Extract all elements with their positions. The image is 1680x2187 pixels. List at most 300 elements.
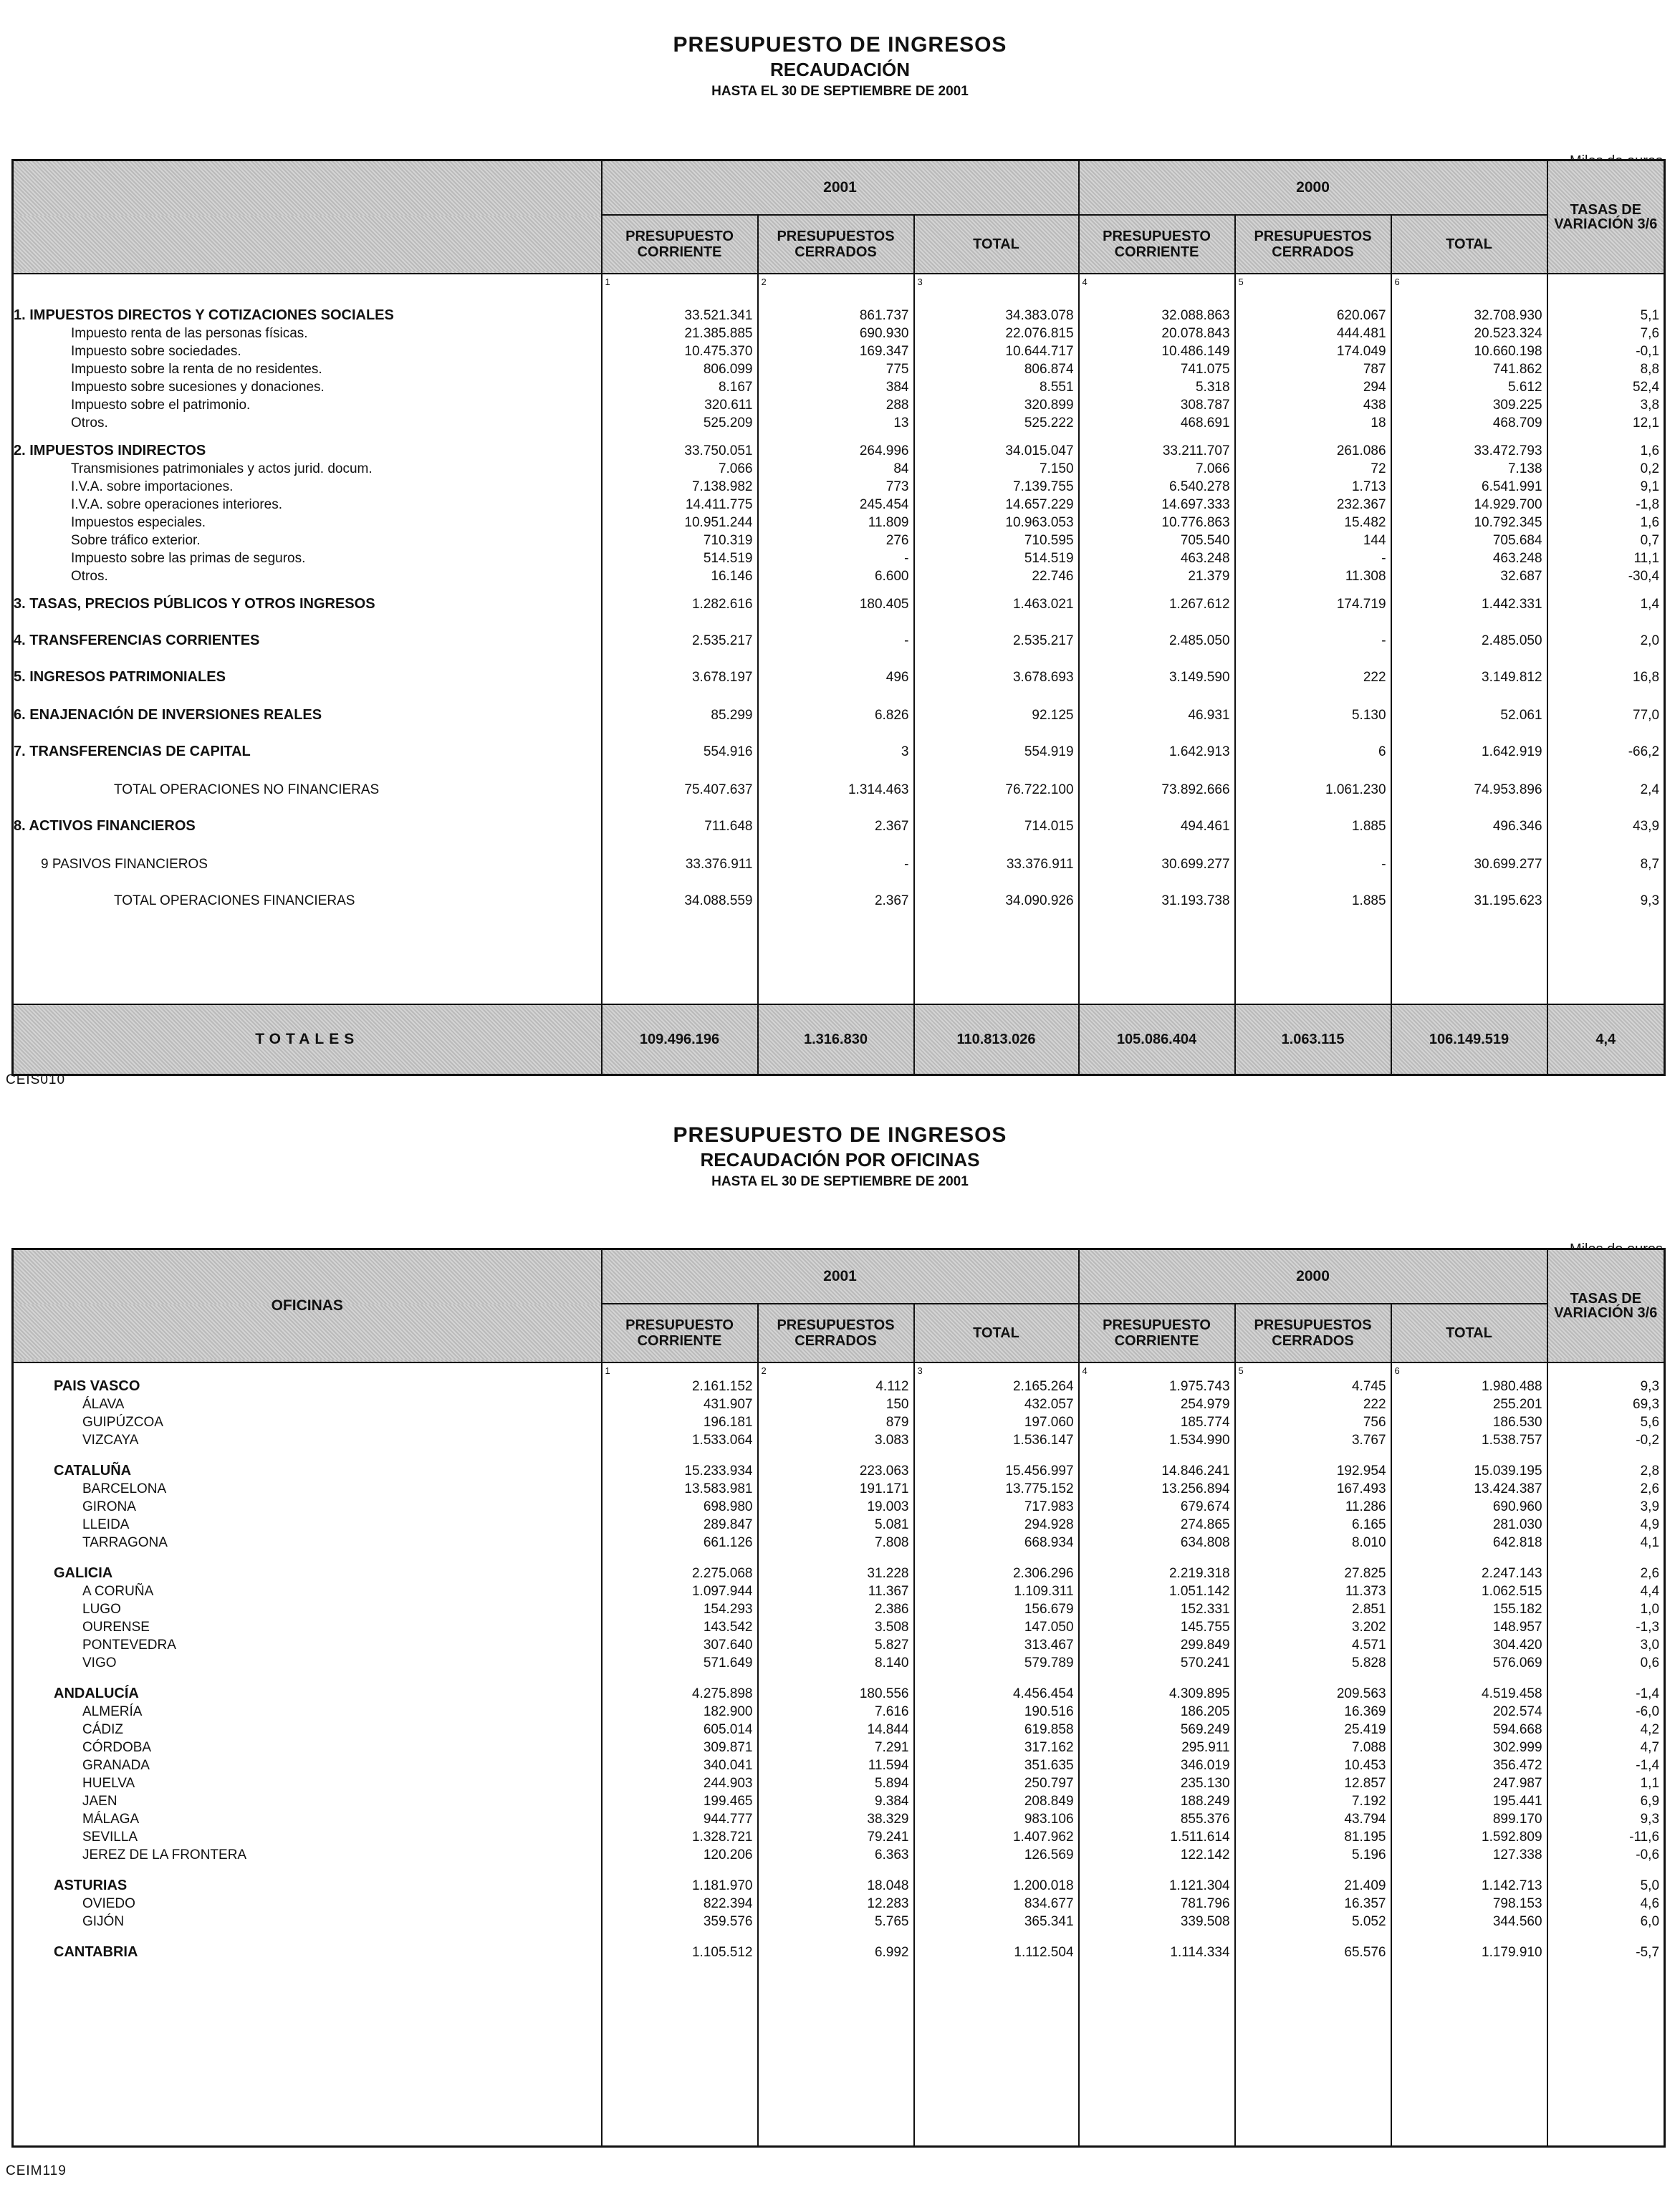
office-row-col6-value: 356.472 [1492, 1758, 1542, 1773]
revenue-row-col2-value: - [904, 551, 909, 566]
totals-col3: 110.813.026 [914, 1004, 1079, 1075]
revenue-row-col3-value: 2.535.217 [1012, 633, 1074, 648]
revenue-row-col4-value: 10.486.149 [1161, 344, 1230, 359]
office-row-col1-value: 1.533.064 [691, 1433, 753, 1448]
office-row-col1-value: 15.233.934 [684, 1463, 753, 1479]
office-row-label: JAEN [82, 1794, 117, 1809]
revenue-row-col3-value: 806.874 [1024, 362, 1074, 377]
revenue-row-col6-value: 309.225 [1492, 398, 1542, 413]
revenue-row-col4-value: 7.066 [1195, 461, 1230, 476]
office-row-col1-value: 1.105.512 [691, 1945, 753, 1960]
office-row-tasas-value: 69,3 [1633, 1397, 1660, 1412]
office-row-col3-value: 208.849 [1024, 1794, 1074, 1809]
revenue-row-tasas-value: -0,1 [1636, 344, 1660, 359]
revenue-row-col4-value: 468.691 [1180, 415, 1230, 431]
revenue-row-col2-value: 1.314.463 [848, 782, 909, 797]
office-row-col6-value: 127.338 [1492, 1847, 1542, 1862]
office-row-col4-value: 570.241 [1180, 1655, 1230, 1671]
office-row-col3-value: 668.934 [1024, 1535, 1074, 1550]
office-row-col6-value: 1.179.910 [1482, 1945, 1542, 1960]
office-row-col6-value: 148.957 [1492, 1620, 1542, 1635]
office-row-col1-value: 661.126 [703, 1535, 753, 1550]
office-row-col1-value: 822.394 [703, 1896, 753, 1911]
col-presupuesto-corriente-2001: PRESUPUESTO CORRIENTE [602, 1304, 758, 1362]
office-row-col2-value: 7.616 [874, 1704, 909, 1719]
office-row-tasas-value: -0,2 [1636, 1433, 1660, 1448]
column-number: 4 [1082, 1365, 1088, 1376]
revenue-row-col1-value: 7.138.982 [691, 479, 753, 494]
office-row-col5-value: 5.052 [1351, 1914, 1386, 1929]
revenue-row-tasas-value: 77,0 [1633, 708, 1660, 723]
revenue-row-col6-value: 32.708.930 [1474, 308, 1542, 323]
office-row-col6-value: 2.247.143 [1482, 1566, 1542, 1581]
revenue-row-col4-value: 1.642.913 [1168, 744, 1230, 759]
revenue-row-col2-value: 276 [885, 533, 909, 548]
col-presupuestos-cerrados-2000: PRESUPUESTOS CERRADOS [1235, 215, 1391, 274]
office-row-col3-value: 1.112.504 [1014, 1945, 1074, 1960]
totals-col1: 109.496.196 [602, 1004, 758, 1075]
office-row-col3-value: 197.060 [1024, 1415, 1074, 1430]
office-row-col4-value: 152.331 [1180, 1602, 1230, 1617]
office-row-col2-value: 5.894 [874, 1776, 909, 1791]
col-total-2000: TOTAL [1391, 1304, 1547, 1362]
office-row-tasas-value: 6,0 [1640, 1914, 1660, 1929]
office-row-label: OVIEDO [82, 1896, 135, 1911]
office-row-col4-value: 274.865 [1180, 1517, 1230, 1532]
office-row-label: SEVILLA [82, 1830, 138, 1845]
office-row-col4-value: 188.249 [1180, 1794, 1230, 1809]
office-row-col3-value: 717.983 [1024, 1499, 1074, 1514]
office-row-col2-value: 5.827 [874, 1638, 909, 1653]
office-row-col4-value: 295.911 [1181, 1740, 1230, 1755]
revenue-row-tasas-value: 0,7 [1640, 533, 1660, 548]
body-row [13, 1362, 1665, 2147]
revenue-row-col4-value: 705.540 [1180, 533, 1230, 548]
office-row-tasas-value: -6,0 [1636, 1704, 1660, 1719]
office-row-tasas-value: -5,7 [1636, 1945, 1660, 1960]
revenue-row-col1-value: 33.376.911 [685, 857, 753, 872]
revenue-row-col3-value: 22.746 [1032, 569, 1074, 584]
revenue-row-tasas-value: -1,8 [1636, 497, 1660, 512]
revenue-row-label: Impuesto sobre las primas de seguros. [71, 551, 306, 566]
office-row-tasas-value: -1,3 [1636, 1620, 1660, 1635]
revenue-row-label: 2. IMPUESTOS INDIRECTOS [14, 443, 206, 458]
office-row-label: LLEIDA [82, 1517, 130, 1532]
revenue-row-col2-value: 6.826 [874, 708, 909, 723]
office-row-col2-value: 38.329 [867, 1812, 909, 1827]
office-row-tasas-value: 2,6 [1640, 1566, 1660, 1581]
section2-subtitle: RECAUDACIÓN POR OFICINAS [700, 1149, 980, 1171]
office-row-col5-value: 209.563 [1336, 1686, 1386, 1701]
office-row-tasas-value: 3,9 [1640, 1499, 1660, 1514]
totals-col4: 105.086.404 [1079, 1004, 1235, 1075]
revenue-row-col3-value: 10.963.053 [1005, 515, 1074, 530]
office-row-col5-value: 43.794 [1344, 1812, 1386, 1827]
section1-title: PRESUPUESTO DE INGRESOS [673, 33, 1007, 57]
revenue-row-col2-value: 2.367 [874, 819, 909, 834]
office-row-col5-value: 10.453 [1344, 1758, 1386, 1773]
column-number: 4 [1082, 277, 1088, 287]
office-row-col6-value: 594.668 [1492, 1722, 1542, 1737]
revenue-row-col5-value: 174.719 [1336, 597, 1386, 612]
revenue-row-col3-value: 320.899 [1024, 398, 1074, 413]
revenue-row-tasas-value: 5,1 [1640, 308, 1660, 323]
tasas-cell [1547, 274, 1665, 1004]
office-row-tasas-value: 9,3 [1640, 1379, 1660, 1394]
section2-title: PRESUPUESTO DE INGRESOS [673, 1123, 1007, 1147]
col6-cell [1391, 274, 1547, 1004]
office-row-col5-value: 25.419 [1344, 1722, 1386, 1737]
revenue-row-col2-value: 11.809 [868, 515, 909, 530]
office-row-col1-value: 571.649 [703, 1655, 753, 1671]
office-row-col2-value: 6.363 [874, 1847, 909, 1862]
office-row-col4-value: 569.249 [1180, 1722, 1230, 1737]
office-row-col6-value: 304.420 [1492, 1638, 1542, 1653]
office-row-col3-value: 2.306.296 [1012, 1566, 1074, 1581]
revenue-row-label: I.V.A. sobre importaciones. [71, 479, 234, 494]
revenue-row-col5-value: 620.067 [1336, 308, 1386, 323]
revenue-row-col5-value: 11.308 [1345, 569, 1386, 584]
office-row-tasas-value: 1,0 [1640, 1602, 1660, 1617]
revenue-row-col1-value: 14.411.775 [685, 497, 753, 512]
revenue-row-col1-value: 806.099 [703, 362, 753, 377]
revenue-row-tasas-value: 11,1 [1633, 551, 1660, 566]
office-row-col4-value: 145.755 [1180, 1620, 1230, 1635]
revenue-row-col2-value: 773 [885, 479, 909, 494]
revenue-row-col6-value: 2.485.050 [1482, 633, 1542, 648]
revenue-row-col1-value: 1.282.616 [691, 597, 753, 612]
revenue-row-col1-value: 320.611 [704, 398, 753, 413]
revenue-row-label: Impuesto sobre sucesiones y donaciones. [71, 380, 325, 395]
col1-cell [602, 274, 758, 1004]
office-row-col2-value: 79.241 [867, 1830, 909, 1845]
revenue-row-col6-value: 496.346 [1492, 819, 1542, 834]
office-row-col5-value: 756 [1363, 1415, 1386, 1430]
revenue-row-col6-value: 5.612 [1507, 380, 1542, 395]
revenue-row-col5-value: 1.713 [1351, 479, 1386, 494]
revenue-row-col5-value: 1.885 [1351, 819, 1386, 834]
revenue-row-col2-value: 288 [885, 398, 909, 413]
revenue-row-col4-value: 33.211.707 [1162, 443, 1230, 458]
revenue-row-col3-value: 514.519 [1024, 551, 1074, 566]
revenue-row-col1-value: 33.521.341 [684, 308, 753, 323]
revenue-row-label: Sobre tráfico exterior. [71, 533, 201, 548]
revenue-row-col5-value: 222 [1363, 670, 1386, 685]
revenue-row-label: Impuesto sobre el patrimonio. [71, 398, 251, 413]
column-number: 2 [761, 1365, 767, 1376]
office-row-tasas-value: 4,4 [1640, 1584, 1660, 1599]
revenue-row-col2-value: 13 [893, 415, 909, 431]
revenue-row-label: Impuesto renta de las personas físicas. [71, 326, 308, 341]
body-row [13, 274, 1665, 1004]
revenue-row-col1-value: 710.319 [703, 533, 753, 548]
revenue-row-col1-value: 10.951.244 [684, 515, 753, 530]
office-row-col2-value: 191.171 [859, 1481, 909, 1496]
office-row-col4-value: 339.508 [1180, 1914, 1230, 1929]
labels-cell [13, 274, 602, 1004]
col3-cell [914, 274, 1079, 1004]
office-row-col4-value: 14.846.241 [1161, 1463, 1230, 1479]
office-row-tasas-value: 5,0 [1640, 1878, 1660, 1893]
office-row-col3-value: 250.797 [1024, 1776, 1074, 1791]
office-row-col3-value: 126.569 [1024, 1847, 1074, 1862]
col-presupuesto-corriente-2001: PRESUPUESTO CORRIENTE [602, 215, 758, 274]
office-row-col5-value: 3.202 [1351, 1620, 1386, 1635]
col3-cell [914, 1362, 1079, 2147]
office-row-col6-value: 1.592.809 [1482, 1830, 1542, 1845]
section2-units: Miles de euros [1569, 1241, 1663, 1257]
office-row-col2-value: 8.140 [874, 1655, 909, 1671]
col5-cell [1235, 1362, 1391, 2147]
office-row-tasas-value: 3,0 [1640, 1638, 1660, 1653]
revenue-row-label: Impuestos especiales. [71, 515, 206, 530]
col-total-2000: TOTAL [1391, 215, 1547, 274]
office-row-col5-value: 7.088 [1351, 1740, 1386, 1755]
revenue-row-col6-value: 74.953.896 [1474, 782, 1542, 797]
office-row-col3-value: 294.928 [1024, 1517, 1074, 1532]
office-row-col1-value: 289.847 [703, 1517, 753, 1532]
office-row-col4-value: 1.051.142 [1168, 1584, 1230, 1599]
revenue-row-label: Impuesto sobre la renta de no residentes. [71, 362, 322, 377]
revenue-row-tasas-value: 1,6 [1640, 515, 1660, 530]
office-row-col5-value: 11.373 [1345, 1584, 1386, 1599]
office-row-col4-value: 781.796 [1180, 1896, 1230, 1911]
office-row-col3-value: 147.050 [1024, 1620, 1074, 1635]
office-row-label: HUELVA [82, 1776, 135, 1791]
revenue-row-col4-value: 308.787 [1180, 398, 1230, 413]
col-presupuesto-corriente-2000: PRESUPUESTO CORRIENTE [1079, 215, 1235, 274]
revenue-row-tasas-value: 1,6 [1640, 443, 1660, 458]
office-row-col2-value: 31.228 [867, 1566, 909, 1581]
revenue-row-col3-value: 710.595 [1024, 533, 1074, 548]
office-row-col2-value: 11.594 [868, 1758, 909, 1773]
revenue-row-col5-value: - [1381, 551, 1386, 566]
col1-cell [602, 1362, 758, 2147]
revenue-row-col3-value: 34.015.047 [1005, 443, 1074, 458]
office-row-col5-value: 167.493 [1336, 1481, 1386, 1496]
office-row-tasas-value: 0,6 [1640, 1655, 1660, 1671]
labels-cell [13, 1362, 602, 2147]
office-row-tasas-value: 4,7 [1640, 1740, 1660, 1755]
revenue-row-col3-value: 10.644.717 [1005, 344, 1074, 359]
revenue-row-col5-value: 444.481 [1336, 326, 1386, 341]
office-row-col4-value: 855.376 [1180, 1812, 1230, 1827]
revenue-row-col3-value: 92.125 [1032, 708, 1074, 723]
col4-cell [1079, 274, 1235, 1004]
office-row-tasas-value: 5,6 [1640, 1415, 1660, 1430]
revenue-row-tasas-value: 8,7 [1640, 857, 1660, 872]
office-row-col1-value: 13.583.981 [684, 1481, 753, 1496]
office-row-col2-value: 4.112 [875, 1379, 909, 1394]
office-row-col4-value: 254.979 [1180, 1397, 1230, 1412]
revenue-row-col1-value: 85.299 [711, 708, 753, 723]
office-row-col2-value: 3.508 [874, 1620, 909, 1635]
revenue-row-col4-value: 741.075 [1180, 362, 1230, 377]
office-row-col5-value: 5.828 [1351, 1655, 1386, 1671]
revenue-row-label: TOTAL OPERACIONES NO FINANCIERAS [114, 782, 380, 797]
column-number: 5 [1238, 277, 1244, 287]
revenue-row-col2-value: 180.405 [859, 597, 909, 612]
office-row-col4-value: 122.142 [1180, 1847, 1230, 1862]
office-row-col3-value: 4.456.454 [1012, 1686, 1074, 1701]
office-row-col1-value: 154.293 [703, 1602, 753, 1617]
office-row-col3-value: 1.109.311 [1014, 1584, 1074, 1599]
revenue-row-label: 3. TASAS, PRECIOS PÚBLICOS Y OTROS INGRESOS [14, 596, 375, 612]
revenue-row-col1-value: 16.146 [711, 569, 753, 584]
office-row-col4-value: 186.205 [1180, 1704, 1230, 1719]
office-row-label: LUGO [82, 1602, 121, 1617]
office-row-col6-value: 15.039.195 [1474, 1463, 1542, 1479]
revenue-row-tasas-value: 1,4 [1640, 597, 1660, 612]
office-row-col2-value: 3.083 [874, 1433, 909, 1448]
revenue-row-col6-value: 463.248 [1492, 551, 1542, 566]
totals-col5: 1.063.115 [1235, 1004, 1391, 1075]
revenue-row-col4-value: 3.149.590 [1168, 670, 1230, 685]
office-row-col1-value: 1.097.944 [691, 1584, 753, 1599]
office-row-tasas-value: 2,8 [1640, 1463, 1660, 1479]
col4-cell [1079, 1362, 1235, 2147]
totals-tasa: 4,4 [1547, 1004, 1665, 1075]
revenue-row-col4-value: 21.379 [1188, 569, 1230, 584]
office-row-col3-value: 365.341 [1024, 1914, 1074, 1929]
office-row-col2-value: 19.003 [867, 1499, 909, 1514]
section1-code: CEIS010 [6, 1072, 66, 1087]
column-number: 1 [605, 277, 610, 287]
revenue-row-label: Transmisiones patrimoniales y actos jurid. docum. [71, 461, 373, 476]
revenue-row-label: 7. TRANSFERENCIAS DE CAPITAL [14, 744, 251, 759]
office-row-tasas-value: 6,9 [1640, 1794, 1660, 1809]
revenue-row-col6-value: 20.523.324 [1474, 326, 1542, 341]
revenue-row-col4-value: 494.461 [1180, 819, 1230, 834]
office-row-col2-value: 18.048 [867, 1878, 909, 1893]
office-row-col3-value: 2.165.264 [1012, 1379, 1074, 1394]
office-row-col6-value: 202.574 [1492, 1704, 1542, 1719]
office-row-col6-value: 899.170 [1492, 1812, 1542, 1827]
revenue-row-col4-value: 2.485.050 [1168, 633, 1230, 648]
column-number: 6 [1394, 1365, 1400, 1376]
revenue-row-col4-value: 1.267.612 [1168, 597, 1230, 612]
office-row-col2-value: 14.844 [867, 1722, 909, 1737]
office-row-col5-value: 8.010 [1351, 1535, 1386, 1550]
revenue-row-col6-value: 468.709 [1492, 415, 1542, 431]
office-row-col4-value: 1.511.614 [1170, 1830, 1230, 1845]
revenue-row-col1-value: 525.209 [703, 415, 753, 431]
totals-col2: 1.316.830 [758, 1004, 914, 1075]
revenue-row-col1-value: 8.167 [718, 380, 753, 395]
totals-row [13, 1004, 1665, 1075]
office-row-col3-value: 619.858 [1024, 1722, 1074, 1737]
office-row-col3-value: 1.407.962 [1012, 1830, 1074, 1845]
revenue-row-tasas-value: 3,8 [1640, 398, 1660, 413]
section2-code: CEIM119 [6, 2163, 67, 2178]
revenue-row-col6-value: 1.642.919 [1482, 744, 1542, 759]
office-row-col6-value: 576.069 [1492, 1655, 1542, 1671]
col6-cell [1391, 1362, 1547, 2147]
revenue-row-col6-value: 32.687 [1500, 569, 1542, 584]
office-row-col1-value: 944.777 [703, 1812, 753, 1827]
revenue-row-col1-value: 711.648 [704, 819, 753, 834]
office-row-col5-value: 4.745 [1351, 1379, 1386, 1394]
office-row-tasas-value: 2,6 [1640, 1481, 1660, 1496]
office-row-label: CATALUÑA [54, 1463, 132, 1479]
revenue-row-col2-value: 169.347 [859, 344, 909, 359]
office-row-col4-value: 1.975.743 [1168, 1379, 1230, 1394]
office-row-tasas-value: 1,1 [1640, 1776, 1660, 1791]
office-row-col1-value: 4.275.898 [691, 1686, 753, 1701]
header-row-years [13, 1249, 1665, 1304]
revenue-row-tasas-value: 7,6 [1640, 326, 1660, 341]
office-row-col6-value: 642.818 [1492, 1535, 1542, 1550]
office-row-col1-value: 307.640 [703, 1638, 753, 1653]
office-row-label: CANTABRIA [54, 1944, 138, 1960]
revenue-row-col2-value: 2.367 [874, 893, 909, 908]
section1-header [0, 33, 1680, 100]
offices-table [11, 1248, 1666, 2148]
column-number: 3 [917, 277, 923, 287]
office-row-col3-value: 313.467 [1024, 1638, 1074, 1653]
revenue-row-label: Otros. [71, 569, 108, 584]
revenue-row-col1-value: 33.750.051 [684, 443, 753, 458]
office-row-col1-value: 1.328.721 [691, 1830, 753, 1845]
office-row-col6-value: 798.153 [1492, 1896, 1542, 1911]
office-row-col1-value: 196.181 [703, 1415, 753, 1430]
revenue-row-col6-value: 7.138 [1507, 461, 1542, 476]
office-row-col3-value: 1.200.018 [1012, 1878, 1074, 1893]
revenue-row-col5-value: 5.130 [1351, 708, 1386, 723]
column-number: 2 [761, 277, 767, 287]
office-row-label: A CORUÑA [82, 1584, 154, 1599]
office-row-col2-value: 12.283 [867, 1896, 909, 1911]
office-row-label: GUIPÚZCOA [82, 1415, 163, 1430]
office-row-col3-value: 351.635 [1024, 1758, 1074, 1773]
revenue-row-col6-value: 10.792.345 [1474, 515, 1542, 530]
office-row-col3-value: 1.536.147 [1012, 1433, 1074, 1448]
office-row-col6-value: 195.441 [1492, 1794, 1542, 1809]
office-row-col2-value: 223.063 [859, 1463, 909, 1479]
revenue-row-tasas-value: -30,4 [1628, 569, 1660, 584]
office-row-col5-value: 12.857 [1344, 1776, 1386, 1791]
tasas-cell [1547, 1362, 1665, 2147]
office-row-col2-value: 879 [885, 1415, 909, 1430]
revenue-row-col5-value: 261.086 [1336, 443, 1386, 458]
col-total-2001: TOTAL [914, 215, 1079, 274]
office-row-tasas-value: -1,4 [1636, 1686, 1660, 1701]
office-row-col5-value: 192.954 [1336, 1463, 1386, 1479]
revenue-row-col3-value: 7.139.755 [1012, 479, 1074, 494]
office-row-tasas-value: 4,9 [1640, 1517, 1660, 1532]
office-row-col1-value: 605.014 [703, 1722, 753, 1737]
office-row-col4-value: 235.130 [1180, 1776, 1230, 1791]
totals-col6: 106.149.519 [1391, 1004, 1547, 1075]
revenue-row-col3-value: 554.919 [1024, 744, 1074, 759]
col-presupuestos-cerrados-2001: PRESUPUESTOS CERRADOS [758, 1304, 914, 1362]
office-row-label: VIGO [82, 1655, 117, 1671]
revenue-row-label: 6. ENAJENACIÓN DE INVERSIONES REALES [14, 707, 322, 723]
column-number: 1 [605, 1365, 610, 1376]
revenue-row-col1-value: 10.475.370 [684, 344, 753, 359]
col2-cell [758, 1362, 914, 2147]
revenue-row-label: Otros. [71, 415, 108, 431]
office-row-col5-value: 6.165 [1351, 1517, 1386, 1532]
office-row-label: ASTURIAS [54, 1878, 128, 1893]
revenue-row-col5-value: 72 [1371, 461, 1386, 476]
section1-units: Miles de euros [1569, 153, 1663, 169]
office-row-col6-value: 690.960 [1492, 1499, 1542, 1514]
revenue-row-tasas-value: 2,4 [1640, 782, 1660, 797]
revenue-row-col5-value: - [1381, 633, 1386, 648]
revenue-row-tasas-value: -66,2 [1628, 744, 1660, 759]
office-row-label: PONTEVEDRA [82, 1638, 176, 1653]
